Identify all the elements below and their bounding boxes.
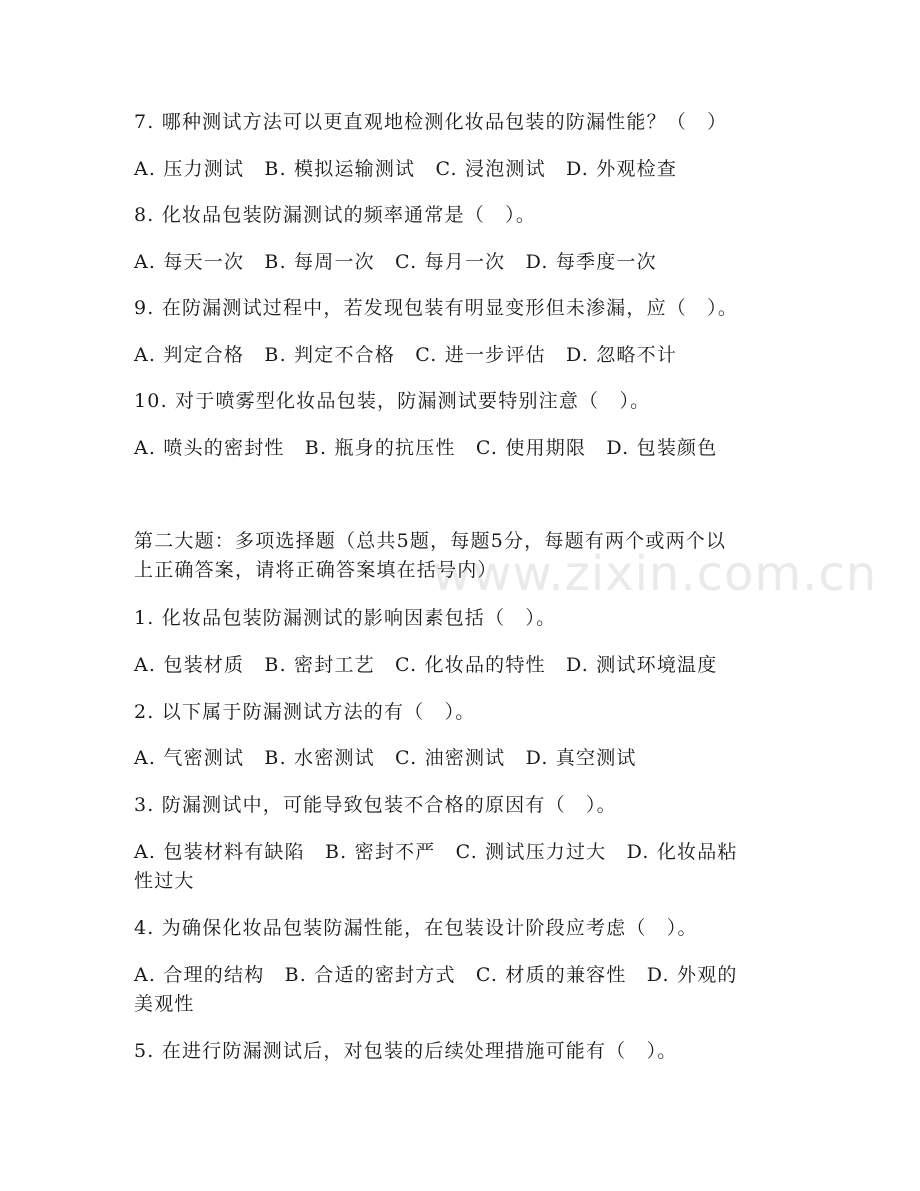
- section-2-heading-cont: 上正确答案，请将正确答案填在括号内）: [134, 559, 498, 581]
- question-8-options: A. 每天一次 B. 每周一次 C. 每月一次 D. 每季度一次: [134, 251, 657, 273]
- multi-question-2: 2. 以下属于防漏测试方法的有（ ）。: [134, 701, 476, 723]
- multi-question-5: 5. 在进行防漏测试后，对包装的后续处理措施可能有（ ）。: [134, 1040, 678, 1062]
- section-2-heading: 第二大题：多项选择题（总共5题，每题5分，每题有两个或两个以: [134, 530, 727, 552]
- watermark: www.zixin.com.cn: [432, 546, 878, 602]
- question-9-options: A. 判定合格 B. 判定不合格 C. 进一步评估 D. 忽略不计: [134, 344, 678, 366]
- multi-question-2-options: A. 气密测试 B. 水密测试 C. 油密测试 D. 真空测试: [134, 747, 637, 769]
- multi-question-3: 3. 防漏测试中，可能导致包装不合格的原因有（ ）。: [134, 794, 617, 816]
- question-10-options: A. 喷头的密封性 B. 瓶身的抗压性 C. 使用期限 D. 包装颜色: [134, 437, 718, 459]
- multi-question-4-options: A. 合理的结构 B. 合适的密封方式 C. 材质的兼容性 D. 外观的: [134, 964, 738, 986]
- question-7-options: A. 压力测试 B. 模拟运输测试 C. 浸泡测试 D. 外观检查: [134, 158, 678, 180]
- question-8: 8. 化妆品包装防漏测试的频率通常是（ ）。: [134, 204, 537, 226]
- multi-question-4-options-cont: 美观性: [134, 993, 195, 1015]
- multi-question-3-options-cont: 性过大: [134, 870, 195, 892]
- multi-question-4: 4. 为确保化妆品包装防漏性能，在包装设计阶段应考虑（ ）。: [134, 917, 698, 939]
- multi-question-1-options: A. 包装材质 B. 密封工艺 C. 化妆品的特性 D. 测试环境温度: [134, 654, 718, 676]
- question-10: 10. 对于喷雾型化妆品包装，防漏测试要特别注意（ ）。: [134, 390, 651, 412]
- multi-question-1: 1. 化妆品包装防漏测试的影响因素包括（ ）。: [134, 607, 557, 629]
- question-9: 9. 在防漏测试过程中，若发现包装有明显变形但未渗漏，应（ ）。: [134, 297, 739, 319]
- multi-question-3-options: A. 包装材料有缺陷 B. 密封不严 C. 测试压力过大 D. 化妆品粘: [134, 841, 738, 863]
- question-7: 7. 哪种测试方法可以更直观地检测化妆品包装的防漏性能？（ ）: [134, 111, 728, 133]
